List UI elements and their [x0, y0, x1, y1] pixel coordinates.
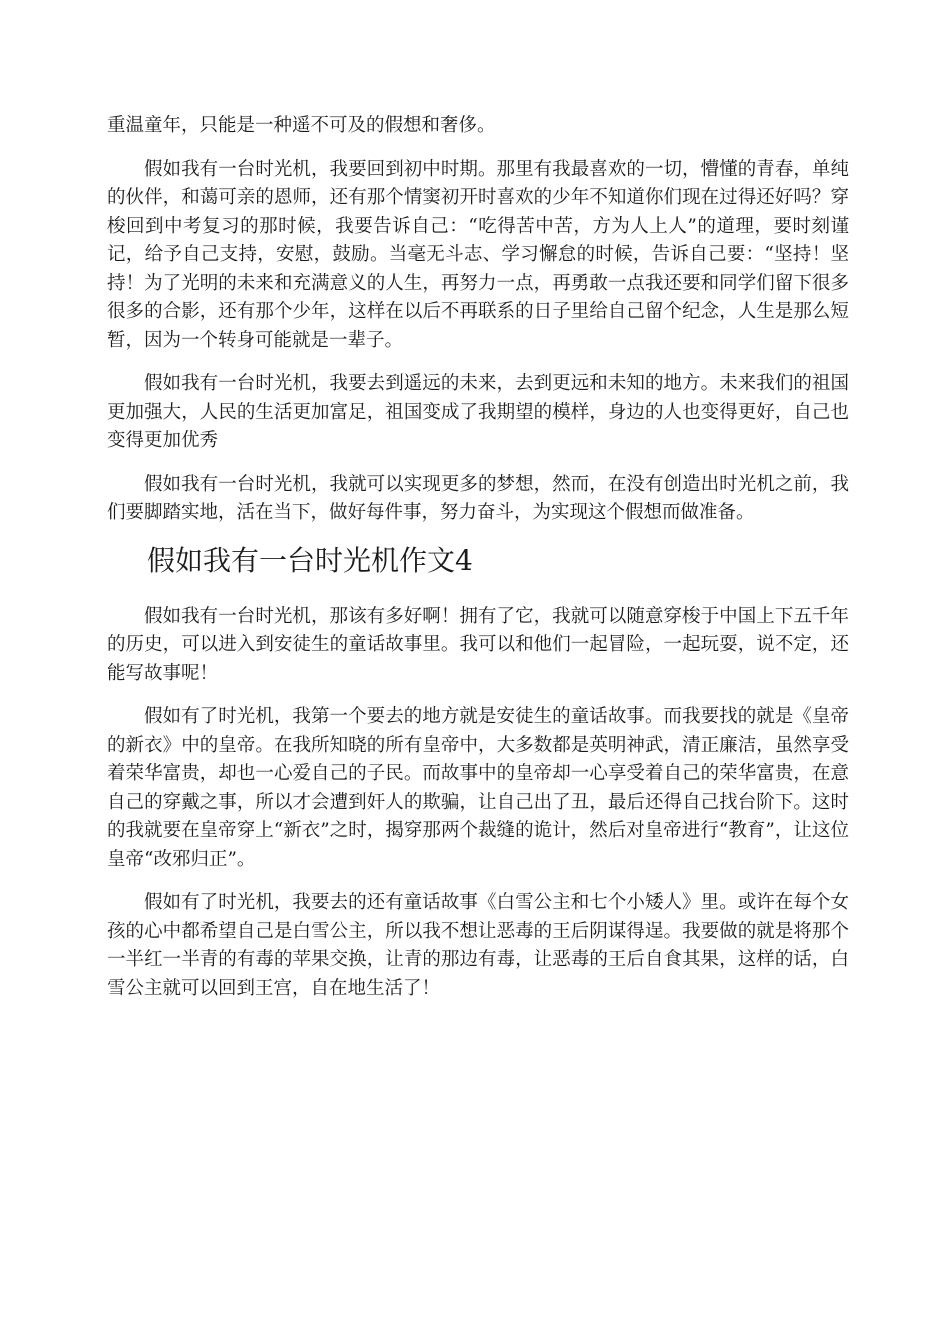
paragraph: 假如我有一台时光机，我要去到遥远的未来，去到更远和未知的地方。未来我们的祖国更加强大，人民的生活更加富足，祖国变成了我期望的模样，身边的人也变得更好，自己也变得更加优秀 — [107, 373, 849, 451]
document-body — [107, 112, 849, 1018]
paragraph: 假如有了时光机，我第一个要去的地方就是安徒生的童话故事。而我要找的就是《皇帝的新衣》中的皇帝。在我所知晓的所有皇帝中，大多数都是英明神武，清正廉洁，虽然享受着荣华富贵，却也一心爱自己的子民。而故事中的皇帝却一心享受着自己的荣华富贵，在意自己的穿戴之事，所以才会遭到奸人的欺骗，让自己出了丑，最后还得自己找台阶下。这时的我就要在皇帝穿上“新衣”之时，揭穿那两个裁缝的诡计，然后对皇帝进行“教育”，让这位皇帝“改邪归正”。 — [107, 706, 849, 870]
paragraph: 假如我有一台时光机，我就可以实现更多的梦想，然而，在没有创造出时光机之前，我们要脚踏实地，活在当下，做好每件事，努力奋斗，为实现这个假想而做准备。 — [107, 473, 849, 523]
paragraph: 重温童年，只能是一种遥不可及的假想和奢侈。 — [107, 115, 496, 136]
paragraph: 假如我有一台时光机，那该有多好啊！拥有了它，我就可以随意穿梭于中国上下五千年的历史，可以进入到安徒生的童话故事里。我可以和他们一起冒险，一起玩耍，说不定，还能写故事呢！ — [107, 605, 849, 684]
paragraph: 假如我有一台时光机，我要回到初中时期。那里有我最喜欢的一切，懵懂的青春，单纯的伙伴，和蔼可亲的恩师，还有那个情窦初开时喜欢的少年不知道你们现在过得还好吗？穿梭回到中考复习的那时候，我要告诉自己：“吃得苦中苦，方为人上人”的道理，要时刻谨记，给予自己支持，安慰，鼓励。当毫无斗志、学习懈怠的时候，告诉自己要：“坚持！坚持！为了光明的未来和充满意义的人生，再努力一点，再勇敢一点我还要和同学们留下很多很多的合影，还有那个少年，这样在以后不再联系的日子里给自己留个纪念，人生是那么短暂，因为一个转身可能就是一辈子。 — [107, 158, 849, 351]
paragraph: 假如有了时光机，我要去的还有童话故事《白雪公主和七个小矮人》里。或许在每个女孩的心中都希望自己是白雪公主，所以我不想让恶毒的王后阴谋得逞。我要做的就是将那个一半红一半青的有毒的苹果交换，让青的那边有毒，让恶毒的王后自食其果，这样的话，白雪公主就可以回到王宫，自在地生活了！ — [107, 892, 849, 999]
section-heading: 假如我有一台时光机作文4 — [147, 543, 473, 577]
